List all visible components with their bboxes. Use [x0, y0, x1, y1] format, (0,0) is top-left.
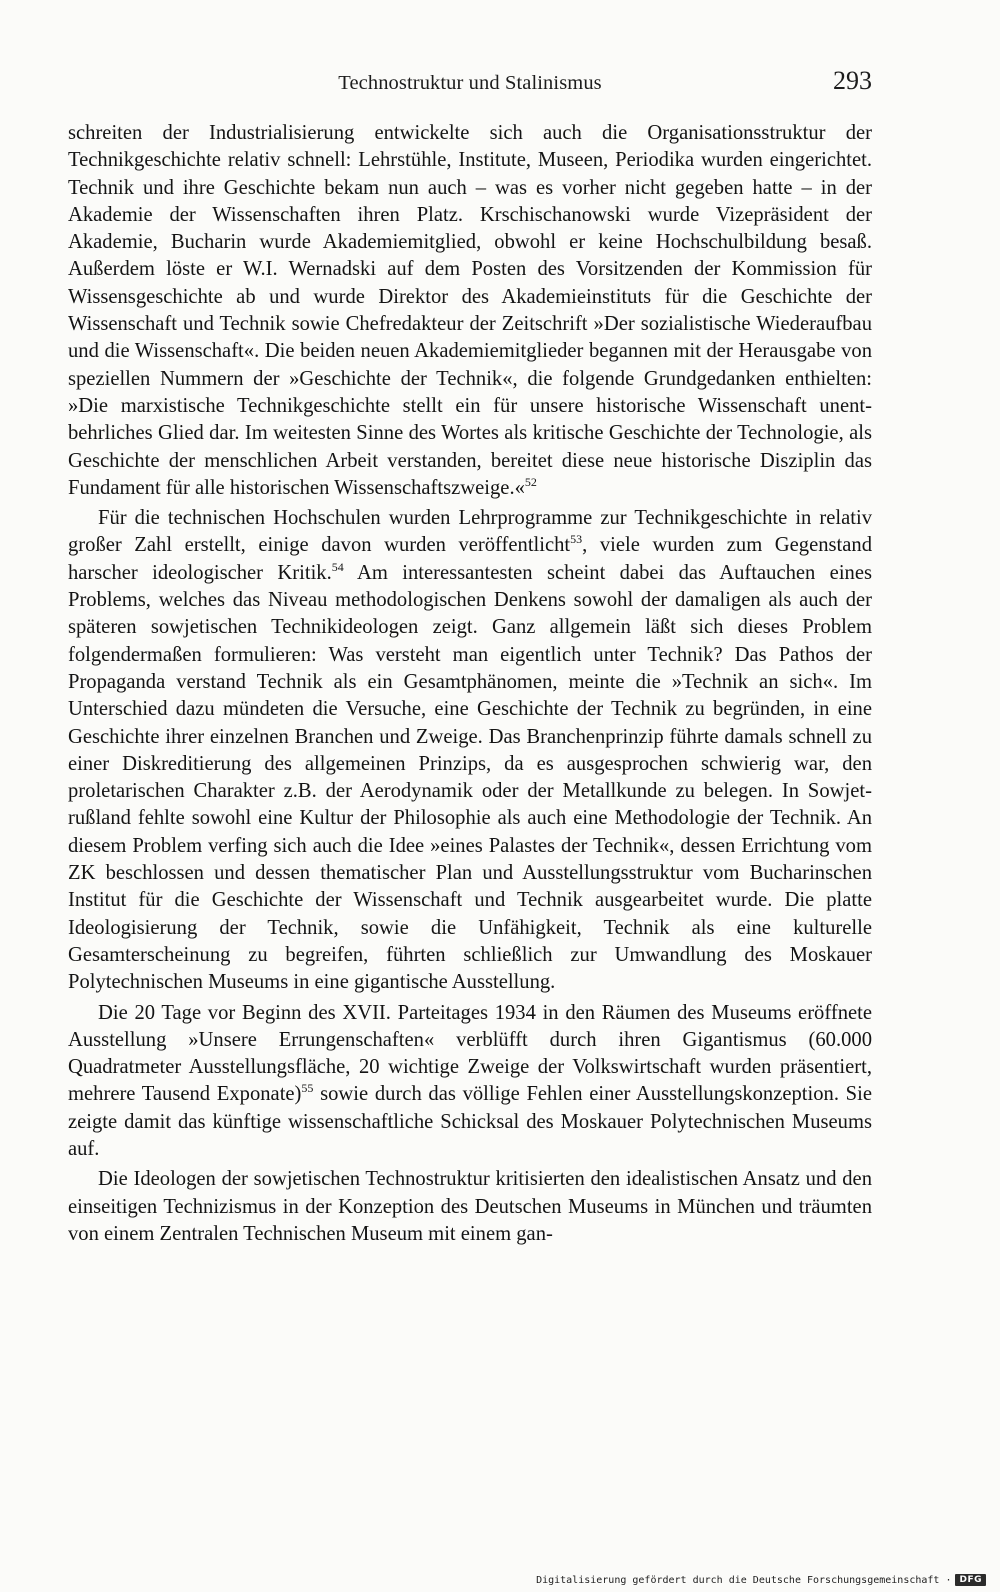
paragraph-3	[68, 1000, 872, 1164]
paragraph-2-text-a: Für die technischen Hochschulen wurden Lehrprogramme zur Technikgeschichte in relativ großer Zahl erstellt, einige davon wurden veröffentlicht	[68, 507, 872, 557]
page-number: 293	[833, 66, 872, 95]
paragraph-2-text-c: Am interessantesten scheint dabei das Auftauchen eines Problems, welches das Niveau methodologischen Denkens sowohl der damaligen als auch der späteren sowjetischen Technikideologen zeigt. Ganz allgemein läßt sich dieses Problem folgendermaßen formulieren: Was versteht man eigentlich unter Technik? Das Pathos der Propaganda verstand Technik als ein Gesamtphänomen, meinte die »Technik an sich«. Im Unterschied dazu mündeten die Versuche, eine Geschichte der Technik zu begründen, in eine Geschichte ihrer einzelnen Branchen und Zweige. Das Branchenprinzip führte damals schnell zu einer Diskreditierung des allgemeinen Prinzips, da es ausgesprochen schwierig war, den proletarischen Charakter z.B. der Aerodynamik oder der Metallkunde zu belegen. In Sowjetrußland fehlte sowohl eine Kultur der Philosophie als auch eine Methodologie der Technik. An diesem Problem verfing sich auch die Idee »eines Palastes der Technik«, dessen Errichtung vom ZK beschlossen und dessen thematischer Plan und Ausstellungsstruktur vom Bucharinschen Institut für die Geschichte der Wissenschaft und Technik ausgearbeitet wurde. Die platte Ideologisierung der Technik, sowie die Unfähigkeit, Technik als eine kulturelle Gesamterscheinung zu begreifen, führten schließlich zur Umwandlung des Moskauer Polytechnischen Museums in eine gigantische Ausstellung.	[68, 561, 872, 994]
paragraph-4-text: Die Ideologen der sowjetischen Technostruktur kritisierten den idealistischen Ansatz und den einseitigen Technizismus in der Konzeption des Deutschen Museums in München und träumten von einem Zentralen Technischen Museum mit einem gan-	[68, 1168, 872, 1245]
footnote-ref-55: 55	[301, 1081, 314, 1096]
paragraph-1-text: schreiten der Industrialisierung entwickelte sich auch die Organisationsstruktur der Technikgeschichte relativ schnell: Lehrstühle, Institute, Museen, Periodika wurden eingerichtet. Technik und ihre Geschichte bekam nun auch – was es vorher nicht gegeben hatte – in der Akademie der Wissenschaften ihren Platz. Krschischanowski wurde Vizepräsident der Akademie, Bucharin wurde Akademiemitglied, obwohl er keine Hochschulbildung besaß. Außerdem löste er W.I. Wernadski auf dem Posten des Vorsitzenden der Kommission für Wissensgeschichte ab und wurde Direktor des Akademieinstituts für die Geschichte der Wissenschaft und Technik sowie Chefredakteur der Zeitschrift »Der sozialistische Wiederaufbau und die Wissenschaft«. Die beiden neuen Akademiemitglieder begannen mit der Herausgabe von speziellen Nummern der »Geschichte der Technik«, die folgende Grundgedanken enthielten: »Die marxistische Technikgeschichte stellt ein für unsere historische Wissenschaft unentbehrliches Glied dar. Im weitesten Sinne des Wortes als kritische Geschichte der Technologie, als Geschichte der menschlichen Arbeit verstanden, bereitet diese neue historische Disziplin das Fundament für alle historischen Wissenschaftszweige.«	[68, 122, 872, 499]
paragraph-3-text-b: sowie durch das völlige Fehlen einer Ausstellungskonzeption. Sie zeigte damit das künftige wissenschaftliche Schicksal des Moskauer Polytechnischen Museums auf.	[68, 1083, 872, 1160]
paragraph-3-text-a: Die 20 Tage vor Beginn des XVII. Parteitages 1934 in den Räumen des Museums eröffnete Ausstellung »Unsere Errungenschaften« verblüfft durch ihren Gigantismus (60.000 Quadratmeter Ausstellungsfläche, 20 wichtige Zweige der Volkswirtschaft wurden präsentiert, mehrere Tausend Exponate)	[68, 1001, 872, 1106]
footnote-ref-54: 54	[331, 559, 344, 574]
footnote-ref-52: 52	[524, 475, 537, 489]
digitization-credit	[536, 1574, 986, 1586]
dfg-logo-icon: DFG	[955, 1574, 986, 1586]
body-text	[68, 120, 872, 1251]
page-header	[68, 66, 872, 100]
running-title: Technostruktur und Stalinismus	[338, 72, 602, 94]
footnote-ref-53: 53	[570, 532, 583, 547]
credit-text: Digitalisierung gefördert durch die Deutsche Forschungsgemeinschaft ·	[536, 1574, 952, 1586]
paragraph-1	[68, 120, 872, 502]
paragraph-4	[68, 1166, 872, 1248]
paragraph-2-text-b: , viele wurden zum Gegenstand harscher ideologischer Kritik.	[68, 534, 873, 584]
paragraph-2	[68, 505, 872, 996]
